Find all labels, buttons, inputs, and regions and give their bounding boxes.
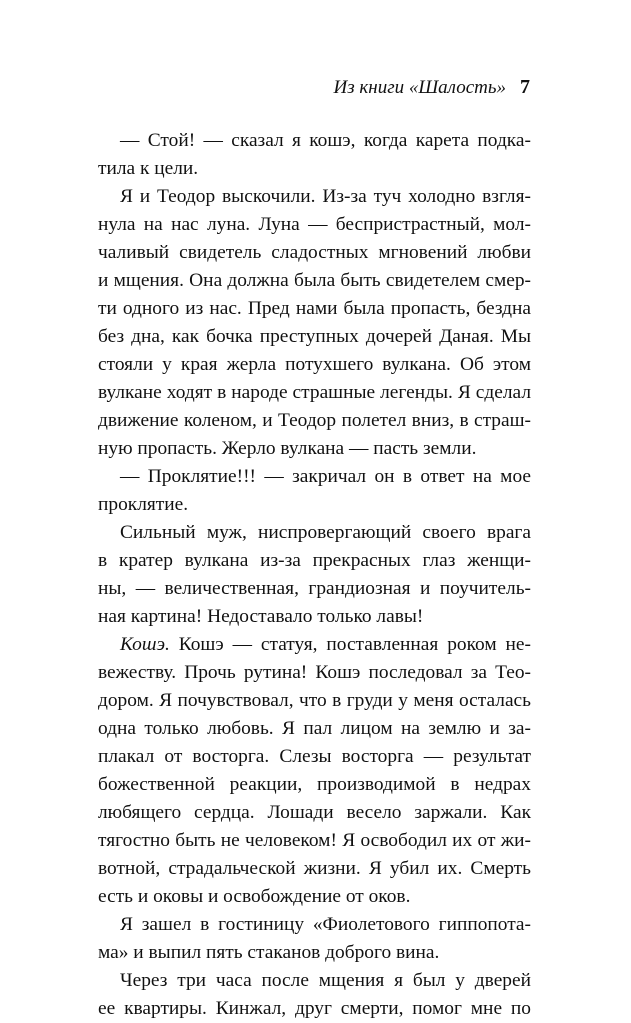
line-text: любящего сердца. Лошади весело заржали. Как (98, 802, 531, 823)
line-text: Я зашел в гостиницу «Фиолетового гиппопота- (120, 914, 531, 935)
line-text: вежеству. Прочь рутина! Кошэ последовал за Тео- (98, 662, 531, 683)
text-line (98, 603, 531, 631)
body-text (98, 127, 531, 1023)
line-text: ма» и выпил пять стаканов доброго вина. (98, 942, 440, 963)
line-text: стояли у края жерла потухшего вулкана. Об этом (98, 354, 531, 375)
line-text: — Стой! — сказал я кошэ, когда карета подка- (120, 130, 531, 151)
line-text: одна только любовь. Я пал лицом на землю и за- (98, 718, 531, 739)
running-head (334, 75, 531, 100)
text-line (98, 799, 531, 827)
text-line (98, 435, 531, 463)
line-text: есть и оковы и освобождение от оков. (98, 886, 411, 907)
text-line (98, 127, 531, 155)
line-text: ны, — величественная, грандиозная и поучитель- (98, 578, 531, 599)
line-text: — Проклятие!!! — закричал он в ответ на мое (120, 466, 531, 487)
text-line (98, 407, 531, 435)
line-text: тягостно быть не человеком! Я освободил их от жи- (98, 830, 531, 851)
text-line (98, 575, 531, 603)
text-line (98, 911, 531, 939)
line-text: ти одного из нас. Пред нами была пропасть, бездна (98, 298, 531, 319)
line-text: движение коленом, и Теодор полетел вниз, в страш- (98, 410, 531, 431)
text-line (98, 743, 531, 771)
line-text: божественной реакции, производимой в недрах (98, 774, 531, 795)
line-text: ная картина! Недоставало только лавы! (98, 606, 424, 627)
text-line (98, 351, 531, 379)
line-text: Я и Теодор выскочили. Из-за туч холодно взгля- (120, 186, 531, 207)
text-line (98, 547, 531, 575)
text-line (98, 211, 531, 239)
text-line (98, 491, 531, 519)
text-line (98, 659, 531, 687)
text-line (98, 155, 531, 183)
text-line (98, 267, 531, 295)
text-line (98, 323, 531, 351)
line-text: ную пропасть. Жерло вулкана — пасть земли. (98, 438, 477, 459)
text-line (98, 883, 531, 911)
text-line (98, 967, 531, 995)
text-line (98, 855, 531, 883)
line-text: и мщения. Она должна была быть свидетелем смер- (98, 270, 531, 291)
line-text: ее квартиры. Кинжал, друг смерти, помог мне по (98, 998, 531, 1019)
line-text: в кратер вулкана из-за прекрасных глаз женщи- (98, 550, 531, 571)
text-line (98, 295, 531, 323)
line-text: нула на нас луна. Луна — беспристрастный, мол- (98, 214, 531, 235)
line-text: плакал от восторга. Слезы восторга — результат (98, 746, 531, 767)
text-line (98, 687, 531, 715)
text-line (98, 183, 531, 211)
italic-term: Кошэ. (120, 634, 170, 655)
text-line (98, 239, 531, 267)
text-line (98, 995, 531, 1023)
text-line (98, 939, 531, 967)
line-text: Сильный муж, ниспровергающий своего врага (120, 522, 531, 543)
line-text: без дна, как бочка преступных дочерей Даная. Мы (98, 326, 531, 347)
text-line (98, 771, 531, 799)
text-line (98, 715, 531, 743)
text-line (98, 463, 531, 491)
text-line (98, 379, 531, 407)
line-text: вотной, страдальческой жизни. Я убил их. Смерть (98, 858, 531, 879)
line-text: Через три часа после мщения я был у дверей (120, 970, 531, 991)
line-text: чаливый свидетель сладостных мгновений любви (98, 242, 531, 263)
line-text: проклятие. (98, 494, 189, 515)
line-text: Кошэ — статуя, поставленная роком не- (169, 634, 531, 655)
page-number: 7 (520, 76, 530, 98)
text-line (98, 519, 531, 547)
text-line (98, 631, 531, 659)
line-text: дором. Я почувствовал, что в груди у меня осталась (98, 690, 531, 711)
line-text: тила к цели. (98, 158, 199, 179)
text-line (98, 827, 531, 855)
line-text: вулкане ходят в народе страшные легенды. Я сделал (98, 382, 531, 403)
running-head-title: Из книги «Шалость» (333, 77, 506, 98)
